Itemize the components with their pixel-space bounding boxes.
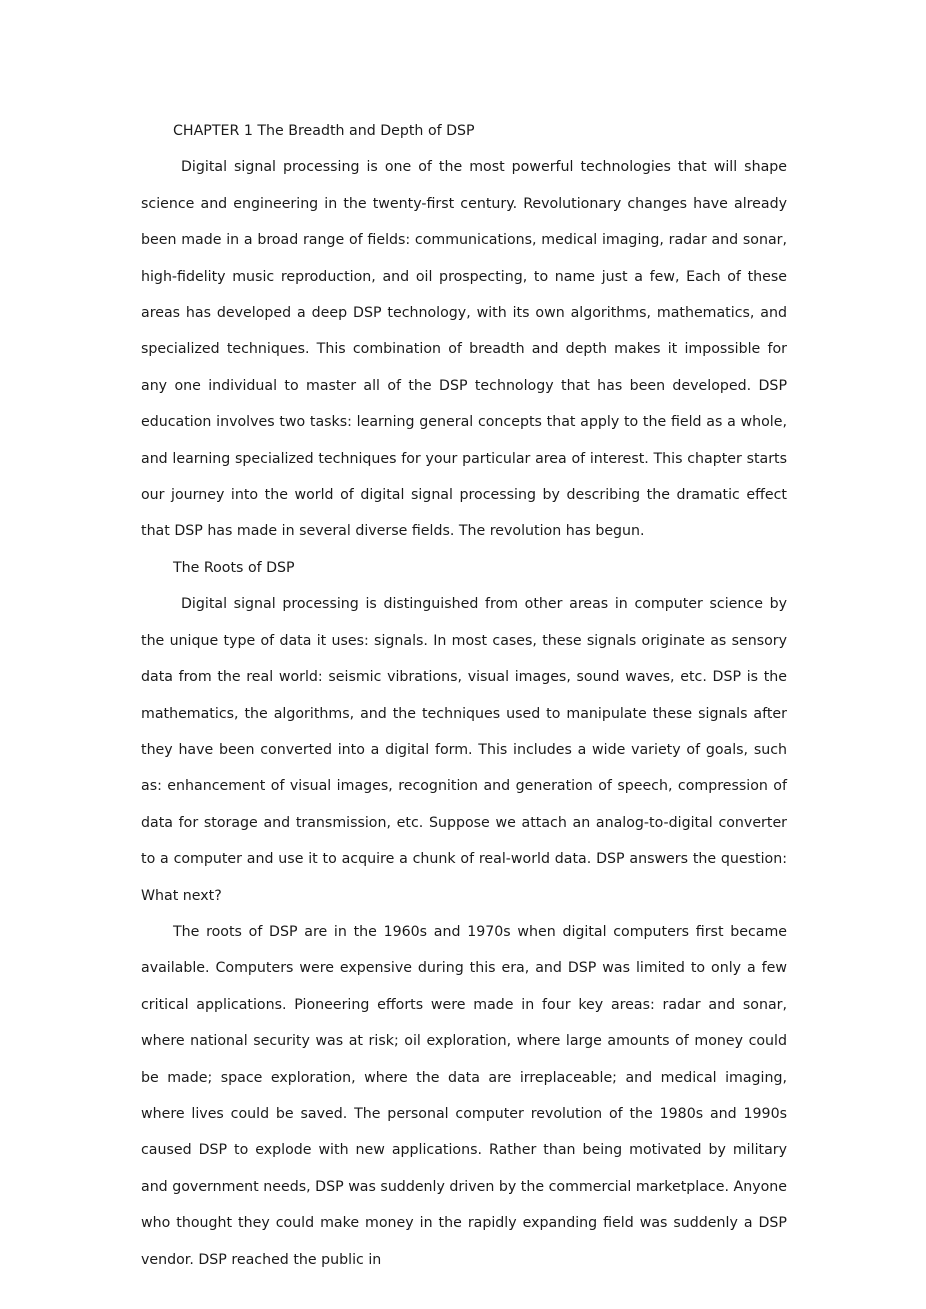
paragraph-intro: Digital signal processing is one of the most powerful technologies that will shape science and engineering in the twenty-first century. Revolutionary changes have already been made in a broad range of fields: communications, medical imaging, radar and sonar, high-fidelity music reproduction, and oil prospecting, to name just a few, Each of these areas has developed a deep DSP technology, with its own algorithms, mathematics, and specialized techniques. This combination of breadth and depth makes it impossible for any one individual to master all of the DSP technology that has been developed. DSP education involves two tasks: learning general concepts that apply to the field as a whole, and learning specialized techniques for your particular area of interest. This chapter starts our journey into the world of digital signal processing by describing the dramatic effect that DSP has made in several diverse fields. The revolution has begun. (141, 159, 787, 540)
document-body (141, 113, 787, 1278)
paragraph-roots-1: Digital signal processing is distinguished from other areas in computer science by the unique type of data it uses: signals. In most cases, these signals originate as sensory data from the real world: seismic vibrations, visual images, sound waves, etc. DSP is the mathematics, the algorithms, and the techniques used to manipulate these signals after they have been converted into a digital form. This includes a wide variety of goals, such as: enhancement of visual images, recognition and generation of speech, compression of data for storage and transmission, etc. Suppose we attach an analog-to-digital converter to a computer and use it to acquire a chunk of real-world data. DSP answers the question: What next? (141, 596, 787, 904)
chapter-title: CHAPTER 1 The Breadth and Depth of DSP (173, 123, 475, 139)
paragraph-roots-2: The roots of DSP are in the 1960s and 1970s when digital computers first became available. Computers were expensive during this era, and DSP was limited to only a few critical applications. Pioneering efforts were made in four key areas: radar and sonar, where national security was at risk; oil exploration, where large amounts of money could be made; space exploration, where the data are irreplaceable; and medical imaging, where lives could be saved. The personal computer revolution of the 1980s and 1990s caused DSP to explode with new applications. Rather than being motivated by military and government needs, DSP was suddenly driven by the commercial marketplace. Anyone who thought they could make money in the rapidly expanding field was suddenly a DSP vendor. DSP reached the public in (141, 923, 787, 1268)
section-title: The Roots of DSP (173, 559, 295, 576)
